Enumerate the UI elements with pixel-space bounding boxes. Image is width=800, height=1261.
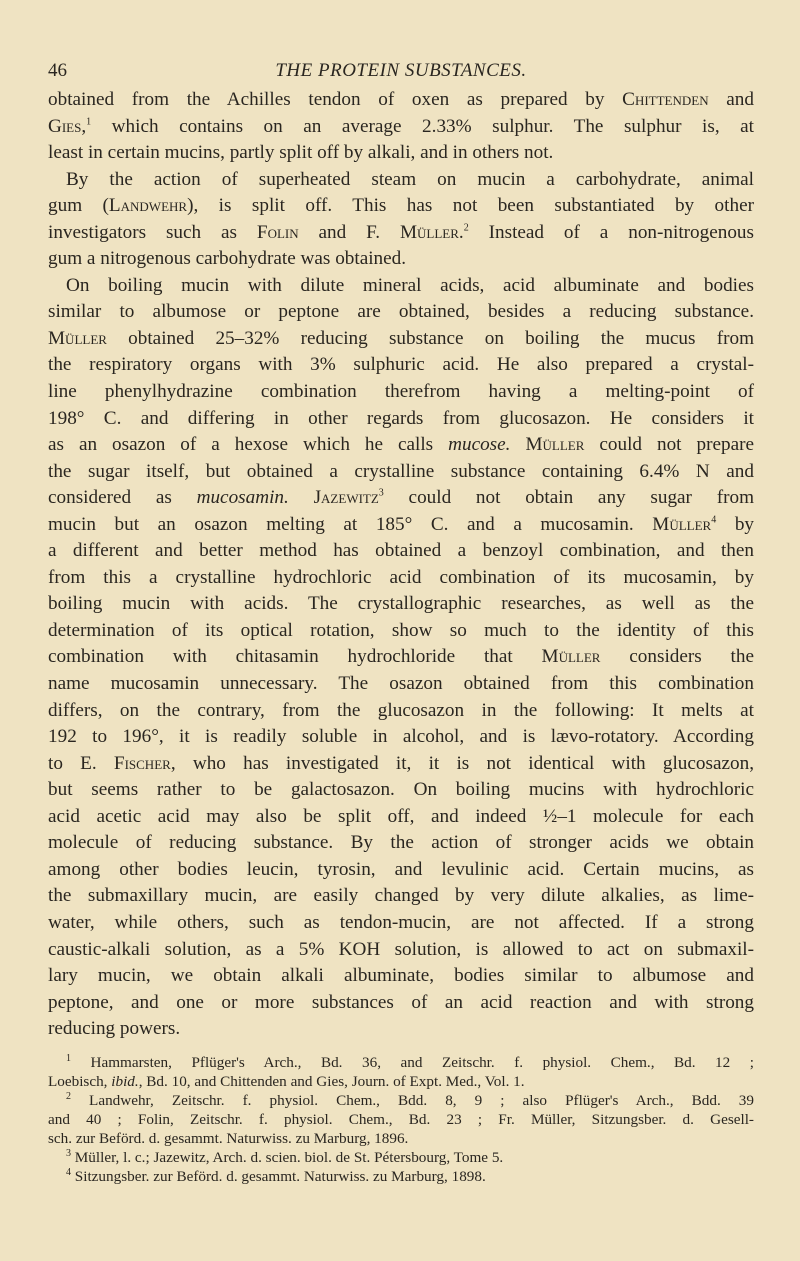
text-segment: considers the: [600, 646, 754, 668]
text-segment: and 40 ; Folin, Zeitschr. f. physiol. Chem., Bd. 23 ; Fr. Müller, Sitzungsber. d. Gesell-: [48, 1111, 754, 1128]
text-segment: 198° C. and differing in other regards from glucosazon. He considers it: [48, 407, 754, 429]
text-segment: [289, 487, 314, 508]
text-line: [48, 565, 754, 592]
text-segment: lary mucin, we obtain alkali albuminate, bodies similar to albumose and: [48, 965, 754, 987]
footnote-line: [48, 1053, 754, 1072]
text-line: [48, 990, 754, 1017]
footnotes: [48, 1053, 754, 1186]
body-text: [48, 87, 754, 1043]
text-segment: Gies,: [48, 115, 87, 137]
footnote-line: [48, 1091, 754, 1110]
text-segment: molecule of reducing substance. By the action of stronger acids we obtain: [48, 832, 754, 854]
text-segment: as an osazon of a hexose which he calls: [48, 434, 449, 456]
text-segment: investigators such as: [48, 221, 257, 243]
text-segment: least in certain mucins, partly split off by alkali, and in others not.: [48, 142, 554, 164]
text-line: [48, 777, 754, 804]
footnote-line: [48, 1072, 754, 1091]
text-segment: could not prepare: [584, 434, 755, 456]
text-segment: Sitzungsber. zur Beförd. d. gesammt. Naturwiss. zu Marburg, 1898.: [71, 1168, 486, 1185]
text-segment: mucose.: [448, 434, 511, 456]
text-segment: Müller: [48, 327, 107, 349]
text-line: [48, 459, 754, 486]
text-segment: gum a nitrogenous carbohydrate was obtained.: [48, 248, 407, 270]
text-segment: to E.: [48, 752, 114, 774]
text-segment: Chittenden: [622, 89, 709, 110]
text-segment: from this a crystalline hydrochloric acid combination of its mucosamin, by: [48, 566, 754, 588]
text-line: [48, 167, 754, 194]
text-line: [48, 698, 754, 725]
text-line: [48, 937, 754, 964]
text-line: [48, 963, 754, 990]
text-line: [48, 220, 754, 247]
text-segment: considered as: [48, 487, 197, 509]
text-segment: On boiling mucin with dilute mineral acids, acid albuminate and bodies: [66, 274, 754, 296]
text-segment: , Bd. 10, and Chittenden and Gies, Journ. of Expt. Med., Vol. 1.: [138, 1073, 525, 1090]
page-header: [48, 60, 754, 86]
text-segment: ibid.: [111, 1073, 139, 1090]
text-line: [48, 830, 754, 857]
text-segment: water, while others, such as tendon-mucin, are not affected. If a strong: [48, 911, 754, 933]
text-segment: reducing powers.: [48, 1018, 181, 1040]
text-line: [48, 326, 754, 353]
text-segment: obtained from the Achilles tendon of oxen as prepared by: [48, 89, 623, 110]
text-segment: Müller, l. c.; Jazewitz, Arch. d. scien. biol. de St. Pétersbourg, Tome 5.: [71, 1149, 504, 1166]
text-segment: Loebisch,: [48, 1073, 112, 1090]
text-segment: , who has investigated it, it is not identical with glucosazon,: [170, 752, 754, 774]
text-segment: Folin: [256, 221, 299, 243]
text-segment: similar to albumose or peptone are obtained, besides a reducing substance.: [48, 301, 754, 323]
footnote-marker: 3: [66, 1147, 71, 1159]
text-line: [48, 406, 754, 433]
text-line: [48, 538, 754, 565]
text-line: [48, 193, 754, 220]
footnote-line: [48, 1167, 754, 1186]
text-segment: 192 to 196°, it is readily soluble in alcohol, and is lævo-rotatory. According: [48, 726, 754, 748]
footnote-marker: 3: [378, 487, 384, 499]
text-line: [48, 883, 754, 910]
text-segment: among other bodies leucin, tyrosin, and levulinic acid. Certain mucins, as: [48, 858, 754, 880]
footnote-marker: 4: [66, 1166, 71, 1178]
text-line: [48, 512, 754, 539]
page-number: 46: [48, 60, 67, 81]
text-segment: ), is split off. This has not been substantiated by other: [187, 195, 754, 217]
text-line: [48, 114, 754, 141]
text-segment: the respiratory organs with 3% sulphuric acid. He also prepared a crystal-: [48, 354, 754, 376]
text-segment: Hammarsten, Pflüger's Arch., Bd. 36, and Zeitschr. f. physiol. Chem., Bd. 12 ;: [71, 1054, 754, 1071]
text-line: [48, 591, 754, 618]
text-segment: combination with chitasamin hydrochloride that: [48, 646, 542, 668]
text-segment: mucosamin.: [196, 487, 289, 509]
text-line: [48, 618, 754, 645]
text-segment: the submaxillary mucin, are easily changed by very dilute alkalies, as lime-: [48, 885, 754, 907]
footnote-line: [48, 1110, 754, 1129]
text-line: [48, 246, 754, 273]
text-segment: caustic-alkali solution, as a 5% KOH solution, is allowed to act on submaxil-: [48, 938, 754, 960]
text-line: [48, 1016, 754, 1043]
text-segment: acid acetic acid may also be split off, and indeed ½–1 molecule for each: [48, 805, 754, 827]
text-segment: name mucosamin unnecessary. The osazon obtained from this combination: [48, 673, 754, 695]
running-title: THE PROTEIN SUBSTANCES.: [275, 60, 527, 81]
footnote-marker: 1: [86, 116, 92, 128]
text-segment: Müller: [525, 434, 585, 456]
text-segment: line phenylhydrazine combination therefrom having a melting-point of: [48, 381, 754, 403]
text-segment: sch. zur Beförd. d. gesammt. Naturwiss. zu Marburg, 1896.: [48, 1130, 409, 1147]
text-segment: By the action of superheated steam on mucin a carbohydrate, animal: [66, 168, 754, 190]
text-segment: the sugar itself, but obtained a crystalline substance containing 6.4% N and: [48, 460, 754, 482]
text-segment: [510, 434, 525, 455]
text-segment: obtained 25–32% reducing substance on boiling the mucus from: [106, 327, 754, 349]
footnote-line: [48, 1129, 754, 1148]
text-segment: and F.: [298, 221, 400, 243]
text-segment: Müller: [652, 513, 712, 535]
text-segment: Landwehr, Zeitschr. f. physiol. Chem., Bdd. 8, 9 ; also Pflüger's Arch., Bdd. 39: [71, 1092, 754, 1109]
text-line: [48, 857, 754, 884]
text-line: [48, 671, 754, 698]
text-line: [48, 485, 754, 512]
text-segment: a different and better method has obtained a benzoyl combination, and then: [48, 540, 754, 562]
text-segment: determination of its optical rotation, show so much to the identity of this: [48, 619, 754, 641]
text-segment: mucin but an osazon melting at 185° C. and a mucosamin.: [48, 513, 653, 535]
text-line: [48, 724, 754, 751]
text-line: [48, 87, 754, 114]
text-segment: gum (: [48, 195, 109, 217]
text-segment: Müller.: [399, 221, 464, 243]
text-segment: but seems rather to be galactosazon. On boiling mucins with hydrochloric: [48, 779, 754, 801]
text-line: [48, 299, 754, 326]
text-segment: could not obtain any sugar from: [383, 487, 754, 509]
text-segment: boiling mucin with acids. The crystallographic researches, as well as the: [48, 593, 754, 615]
text-segment: Instead of a non-nitrogenous: [468, 221, 754, 243]
text-line: [48, 910, 754, 937]
text-segment: by: [716, 513, 755, 535]
text-line: [48, 644, 754, 671]
footnote-line: [48, 1148, 754, 1167]
footnote-marker: 1: [66, 1052, 71, 1064]
text-line: [48, 751, 754, 778]
text-segment: and: [708, 89, 754, 110]
text-line: [48, 804, 754, 831]
text-line: [48, 379, 754, 406]
text-line: [48, 432, 754, 459]
text-segment: Fischer: [113, 752, 171, 774]
text-segment: Jazewitz: [313, 487, 379, 509]
footnote-marker: 4: [711, 514, 717, 526]
text-line: [48, 352, 754, 379]
text-segment: differs, on the contrary, from the glucosazon in the following: It melts at: [48, 699, 754, 721]
text-segment: which contains on an average 2.33% sulphur. The sulphur is, at: [91, 115, 754, 137]
footnote-marker: 2: [66, 1090, 71, 1102]
text-segment: peptone, and one or more substances of an acid reaction and with strong: [48, 991, 754, 1013]
text-segment: Müller: [541, 646, 601, 668]
text-line: [48, 273, 754, 300]
text-line: [48, 140, 754, 167]
footnote-marker: 2: [463, 222, 469, 234]
text-segment: Landwehr: [108, 195, 188, 217]
